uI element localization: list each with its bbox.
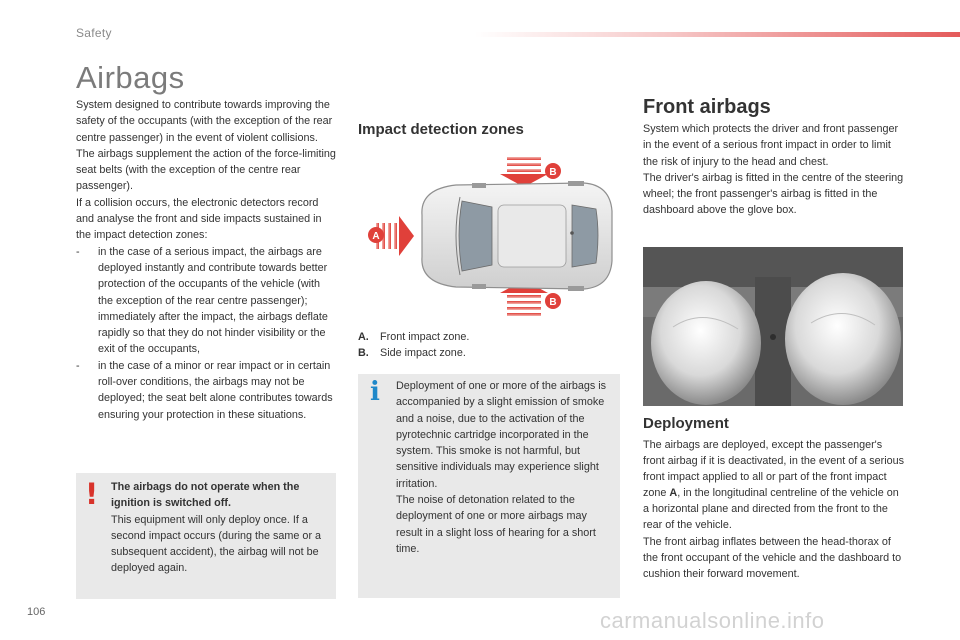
page-number: 106 [27, 606, 46, 618]
svg-text:B: B [549, 167, 557, 178]
watermark: carmanualsonline.info [600, 608, 825, 633]
exclamation-icon: ! [85, 477, 99, 511]
page-title: Airbags [76, 60, 185, 95]
zone-key: A [669, 487, 678, 500]
deployment-paragraph: The front airbag inflates between the head-thorax of the front occupant of the vehicle and the dashboard to cushion their forward movement. [643, 535, 902, 580]
svg-text:A: A [372, 231, 380, 242]
legend-key: A. [358, 331, 369, 343]
front-airbags-text [643, 121, 905, 219]
deployment-text [643, 437, 905, 582]
deployment-text-part: , in the longitudinal centreline of the vehicle on a horizontal plane and directed from the front to the rear of the vehicle. [643, 487, 899, 532]
deployed-airbags-image [643, 247, 903, 406]
deployment-text-part: The airbags are deployed, except the passenger's front airbag if it is deactivated, in the event of a serious front impact applied to all or part of the front impact zone [643, 439, 905, 500]
side-impact-arrows-top [500, 157, 548, 187]
intro-paragraph: System designed to contribute towards improving the safety of the occupants (with the exception of the rear centre passenger) in the event of violent collisions. The airbags supplement the action of the force-limiting seat belts (with the exception of the centre rear passenger). [76, 99, 336, 193]
svg-text:B: B [549, 297, 557, 308]
label-b-top [545, 163, 561, 179]
legend-item [358, 329, 618, 345]
list-item: - in the case of a serious impact, the airbags are deployed instantly and contribute towards better protection of the occupants of the vehicle (with the exception of the rear centre passenger); immediately after the impact, the airbags deflate rapidly so that they do not hinder visibility or the exit of the occupants, [76, 244, 338, 358]
list-item: - in the case of a minor or rear impact or in certain roll-over conditions, the airbags may not be deployed; the seat belt alone contributes towards ensuring your protection in these situations. [76, 358, 338, 423]
warning-title: The airbags do not operate when the ignition is switched off. [111, 481, 300, 510]
info-paragraph: The noise of detonation related to the deployment of one or more airbags may result in a slight loss of hearing for a short time. [396, 494, 596, 555]
impact-zones-title: Impact detection zones [358, 121, 524, 138]
deployment-title: Deployment [643, 415, 729, 432]
label-a [368, 227, 384, 243]
car-body [422, 181, 612, 291]
front-airbags-title: Front airbags [643, 96, 771, 118]
warning-body: This equipment will only deploy once. If a second impact occurs (during the same or a subsequent accident), the airbag will not be deployed again. [111, 513, 322, 575]
deployment-paragraph [643, 437, 905, 534]
legend-item [358, 345, 618, 361]
intro-text [76, 97, 338, 423]
legend-key: B. [358, 347, 369, 360]
front-paragraph: The driver's airbag is fitted in the centre of the steering wheel; the front passenger's airbag is fitted in the dashboard above the glove box. [643, 171, 904, 217]
label-b-bottom [545, 293, 561, 309]
info-icon: i [370, 377, 380, 407]
info-text [396, 378, 614, 557]
intro-paragraph: If a collision occurs, the electronic detectors record and analyse the front and side impacts sustained in the impact detection zones: [76, 196, 322, 242]
legend-text: Front impact zone. [380, 331, 470, 343]
header-accent-bar [475, 32, 960, 37]
front-paragraph: System which protects the driver and front passenger in the event of a serious front impact in order to limit the risk of injury to the head and chest. [643, 123, 899, 168]
warning-text [111, 479, 329, 577]
section-header: Safety [76, 26, 112, 40]
impact-zones-diagram [360, 155, 622, 325]
impact-legend [358, 329, 618, 362]
legend-text: Side impact zone. [380, 347, 466, 360]
car-top-view-icon [360, 155, 622, 325]
info-paragraph: Deployment of one or more of the airbags is accompanied by a slight emission of smoke and a noise, due to the activation of the pyrotechnic cartridge incorporated in the system. This smoke is not harmful, but sensitive individuals may experience slight irritation. [396, 380, 607, 490]
intro-bullet-list [76, 244, 338, 423]
airbags-photo [643, 247, 903, 406]
